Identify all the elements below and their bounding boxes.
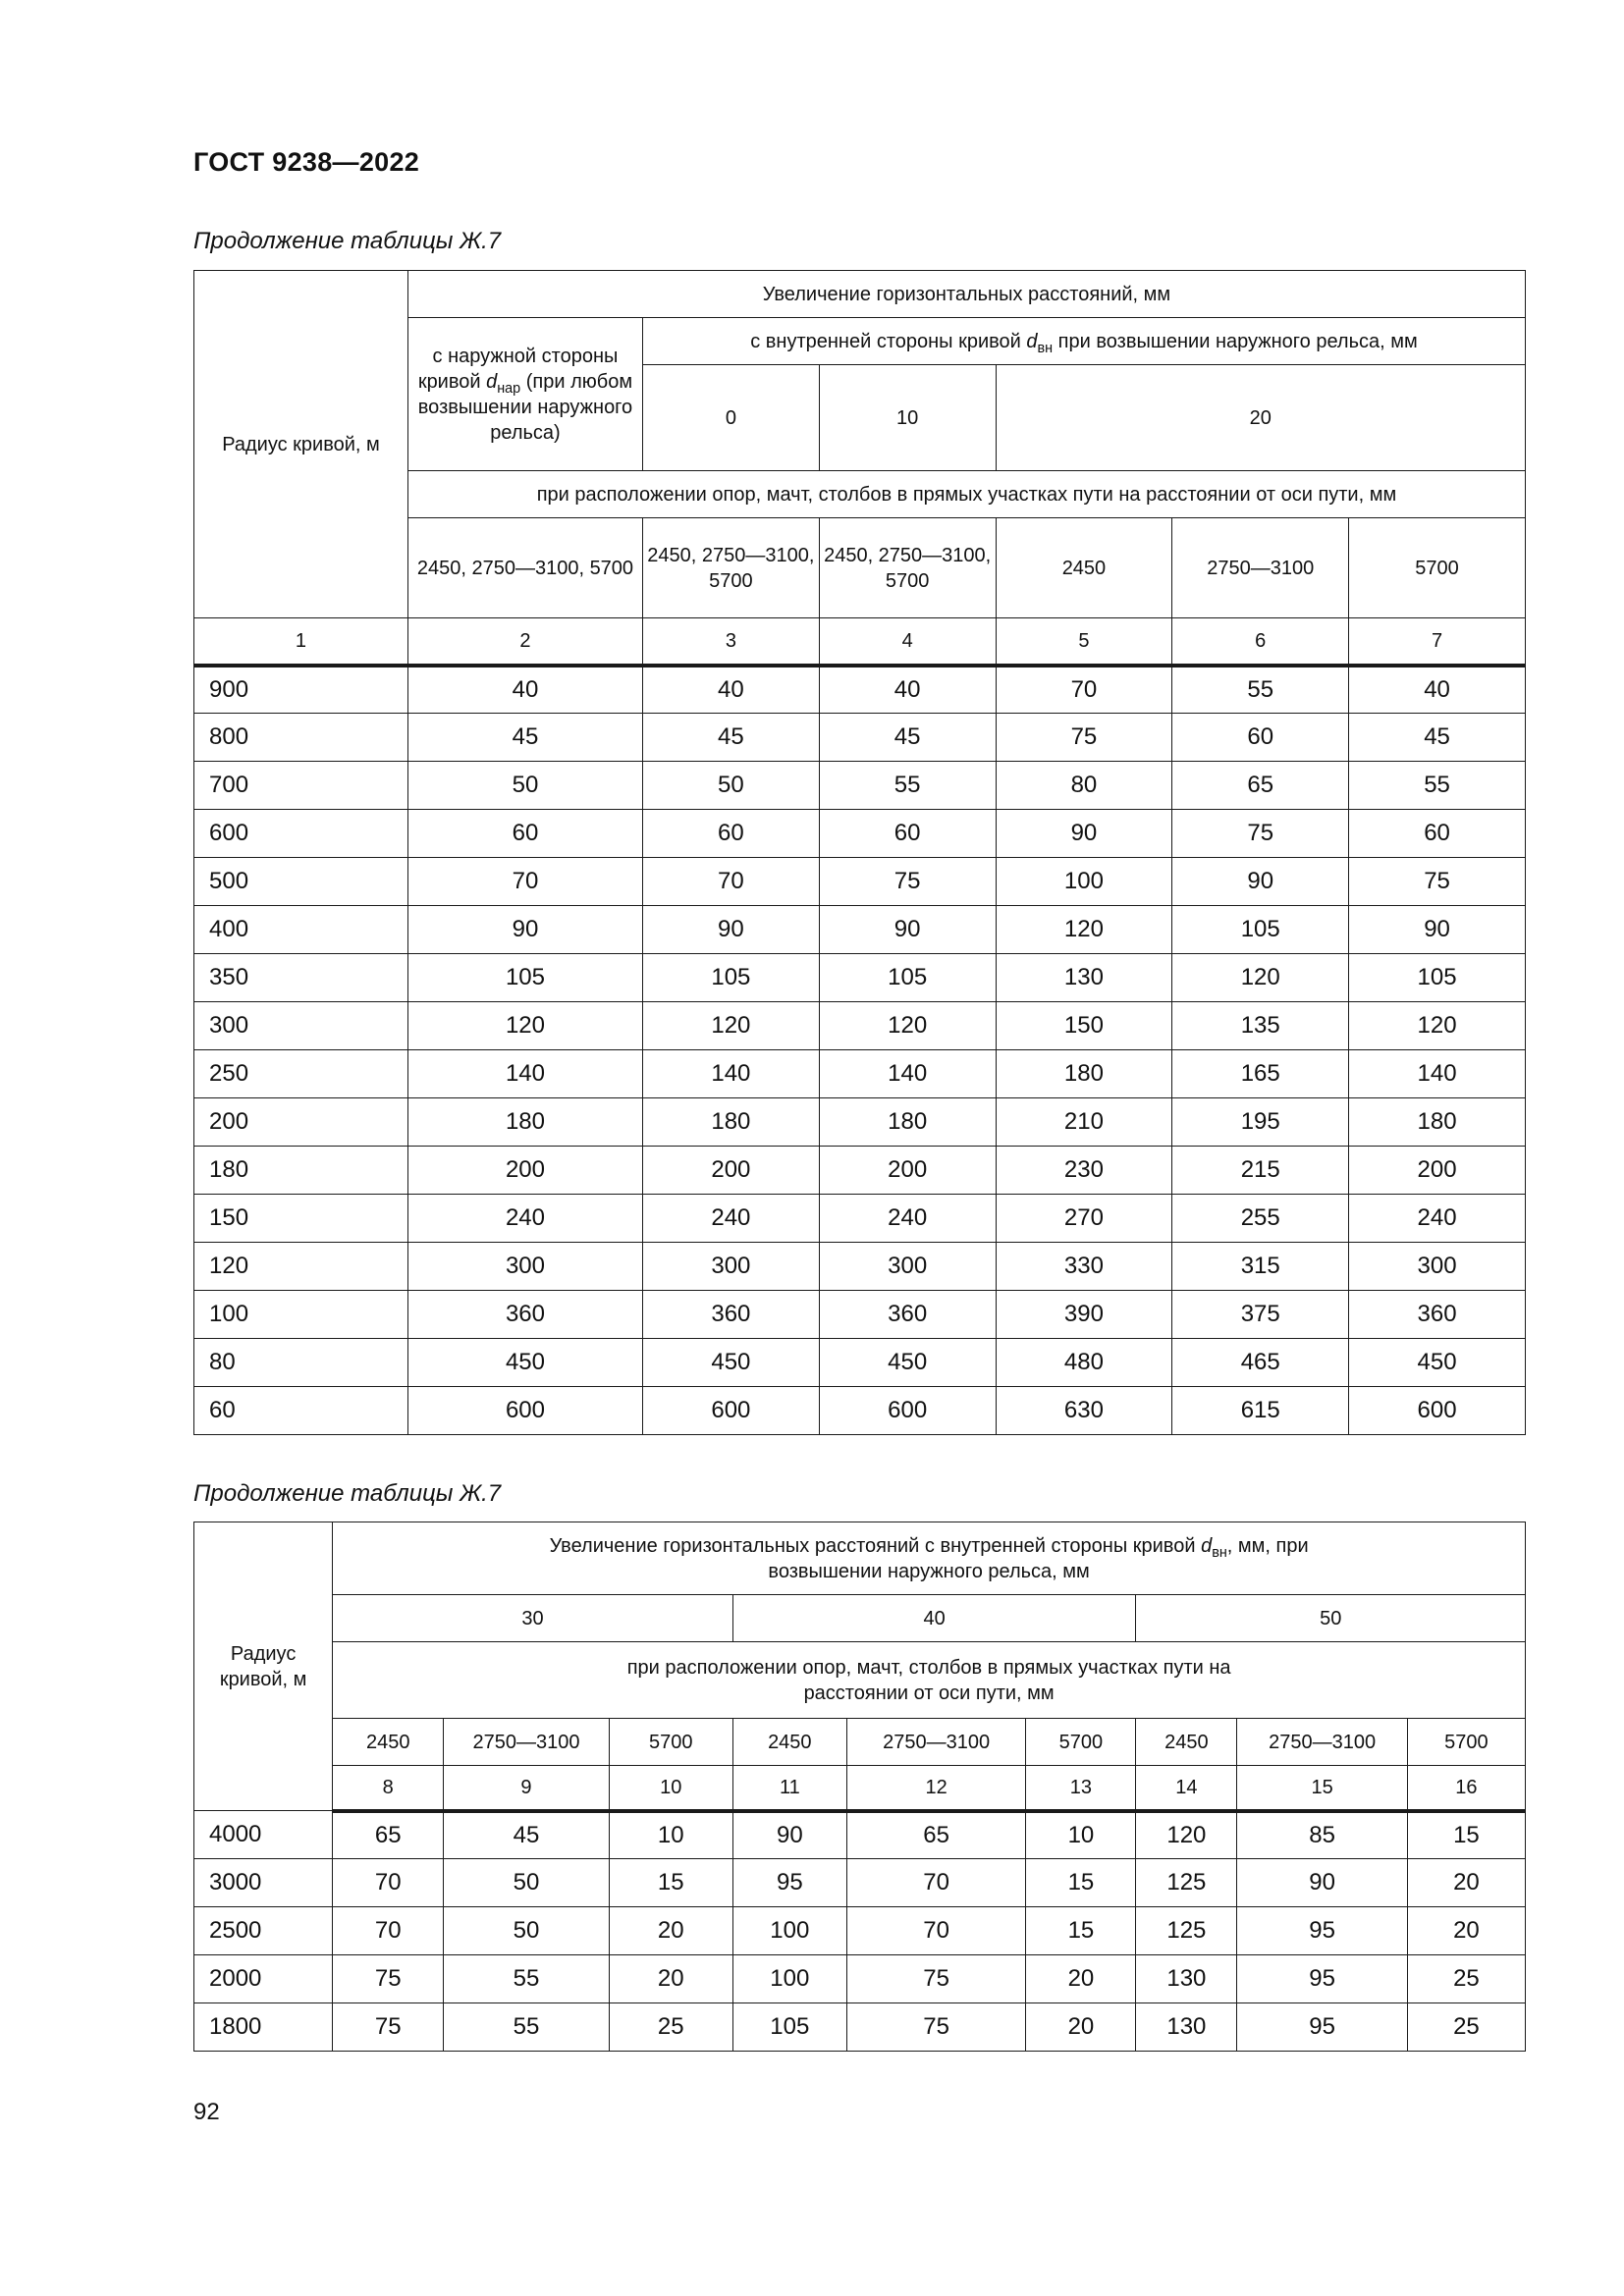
- value-cell: 600: [1349, 1387, 1526, 1435]
- column-number: 4: [819, 618, 996, 666]
- value-cell: 90: [1349, 906, 1526, 954]
- elevation-header: 0: [642, 365, 819, 471]
- value-cell: 80: [996, 762, 1172, 810]
- value-cell: 120: [819, 1002, 996, 1050]
- value-cell: 140: [819, 1050, 996, 1098]
- value-cell: 100: [996, 858, 1172, 906]
- value-cell: 180: [819, 1098, 996, 1147]
- value-cell: 240: [1349, 1195, 1526, 1243]
- value-cell: 450: [819, 1339, 996, 1387]
- table-2-body: [194, 1811, 1526, 2052]
- value-cell: 25: [1407, 1955, 1525, 2003]
- column-number: 7: [1349, 618, 1526, 666]
- value-cell: 55: [444, 1955, 609, 2003]
- value-cell: 90: [1172, 858, 1349, 906]
- table-row: [194, 1811, 1526, 1859]
- value-cell: 120: [642, 1002, 819, 1050]
- value-cell: 600: [642, 1387, 819, 1435]
- table-caption-1: Продолжение таблицы Ж.7: [193, 228, 502, 254]
- elevation-header: 40: [732, 1595, 1136, 1642]
- distance-header: 5700: [1026, 1719, 1136, 1766]
- value-cell: 300: [407, 1243, 642, 1291]
- value-cell: 135: [1172, 1002, 1349, 1050]
- page-number: 92: [193, 2099, 220, 2125]
- value-cell: 55: [1349, 762, 1526, 810]
- value-cell: 70: [642, 858, 819, 906]
- value-cell: 195: [1172, 1098, 1349, 1147]
- table-row: [194, 810, 1526, 858]
- table-row: [194, 906, 1526, 954]
- table-row: [194, 1339, 1526, 1387]
- table-1: [193, 270, 1526, 1435]
- value-cell: 20: [609, 1907, 732, 1955]
- distance-header: 2750—3100: [1237, 1719, 1408, 1766]
- radius-cell: 150: [194, 1195, 408, 1243]
- value-cell: 360: [642, 1291, 819, 1339]
- table-row: [194, 1098, 1526, 1147]
- value-cell: 240: [407, 1195, 642, 1243]
- radius-cell: 2500: [194, 1907, 333, 1955]
- distance-header: 2450: [996, 518, 1172, 618]
- value-cell: 300: [819, 1243, 996, 1291]
- column-number: 16: [1407, 1766, 1525, 1811]
- radius-cell: 80: [194, 1339, 408, 1387]
- radius-cell: 200: [194, 1098, 408, 1147]
- value-cell: 165: [1172, 1050, 1349, 1098]
- value-cell: 215: [1172, 1147, 1349, 1195]
- table-row: [194, 1387, 1526, 1435]
- value-cell: 55: [444, 2003, 609, 2052]
- radius-cell: 500: [194, 858, 408, 906]
- value-cell: 90: [819, 906, 996, 954]
- value-cell: 240: [819, 1195, 996, 1243]
- value-cell: 75: [1172, 810, 1349, 858]
- value-cell: 10: [609, 1811, 732, 1859]
- value-cell: 15: [1407, 1811, 1525, 1859]
- value-cell: 40: [642, 666, 819, 714]
- value-cell: 105: [642, 954, 819, 1002]
- value-cell: 120: [407, 1002, 642, 1050]
- value-cell: 130: [996, 954, 1172, 1002]
- distance-header: 5700: [609, 1719, 732, 1766]
- value-cell: 180: [642, 1098, 819, 1147]
- value-cell: 615: [1172, 1387, 1349, 1435]
- value-cell: 65: [333, 1811, 444, 1859]
- radius-cell: 120: [194, 1243, 408, 1291]
- value-cell: 70: [333, 1859, 444, 1907]
- value-cell: 630: [996, 1387, 1172, 1435]
- table-row: [194, 1859, 1526, 1907]
- value-cell: 300: [642, 1243, 819, 1291]
- outer-side-header: с наружной стороны кривой $d_{нар}$ (при любом возвышении наружного рельса): [407, 318, 642, 471]
- column-number: 9: [444, 1766, 609, 1811]
- table-caption-2: Продолжение таблицы Ж.7: [193, 1480, 502, 1507]
- value-cell: 20: [1026, 1955, 1136, 2003]
- table-row: [194, 1050, 1526, 1098]
- value-cell: 20: [609, 1955, 732, 2003]
- value-cell: 140: [407, 1050, 642, 1098]
- table-row: [194, 1195, 1526, 1243]
- table-row: [194, 1002, 1526, 1050]
- value-cell: 360: [1349, 1291, 1526, 1339]
- table-2: [193, 1522, 1526, 2052]
- table-row: [194, 2003, 1526, 2052]
- table-row: [194, 762, 1526, 810]
- value-cell: 210: [996, 1098, 1172, 1147]
- radius-header: Радиус кривой, м: [194, 271, 408, 618]
- value-cell: 105: [819, 954, 996, 1002]
- value-cell: 20: [1407, 1859, 1525, 1907]
- value-cell: 90: [1237, 1859, 1408, 1907]
- radius-cell: 350: [194, 954, 408, 1002]
- value-cell: 60: [819, 810, 996, 858]
- value-cell: 360: [407, 1291, 642, 1339]
- value-cell: 125: [1136, 1859, 1237, 1907]
- value-cell: 85: [1237, 1811, 1408, 1859]
- value-cell: 240: [642, 1195, 819, 1243]
- inner-side-header: с внутренней стороны кривой $d_{вн}$ при возвышении наружного рельса, мм: [642, 318, 1525, 365]
- value-cell: 200: [407, 1147, 642, 1195]
- radius-cell: 800: [194, 714, 408, 762]
- column-number: 5: [996, 618, 1172, 666]
- value-cell: 25: [609, 2003, 732, 2052]
- value-cell: 105: [1349, 954, 1526, 1002]
- value-cell: 45: [407, 714, 642, 762]
- value-cell: 75: [996, 714, 1172, 762]
- value-cell: 60: [407, 810, 642, 858]
- value-cell: 45: [819, 714, 996, 762]
- column-number: 11: [732, 1766, 846, 1811]
- value-cell: 230: [996, 1147, 1172, 1195]
- value-cell: 75: [846, 2003, 1026, 2052]
- value-cell: 375: [1172, 1291, 1349, 1339]
- distance-header: 2450: [333, 1719, 444, 1766]
- value-cell: 180: [1349, 1098, 1526, 1147]
- radius-cell: 700: [194, 762, 408, 810]
- column-number: 8: [333, 1766, 444, 1811]
- radius-cell: 1800: [194, 2003, 333, 2052]
- placement-header: при расположении опор, мачт, столбов в прямых участках пути на расстоянии от оси пути, мм: [407, 471, 1525, 518]
- value-cell: 180: [996, 1050, 1172, 1098]
- value-cell: 105: [1172, 906, 1349, 954]
- value-cell: 360: [819, 1291, 996, 1339]
- radius-cell: 600: [194, 810, 408, 858]
- table-row: [194, 714, 1526, 762]
- distance-header: 2750—3100: [444, 1719, 609, 1766]
- table-row: [194, 1291, 1526, 1339]
- value-cell: 105: [407, 954, 642, 1002]
- value-cell: 90: [996, 810, 1172, 858]
- value-cell: 600: [407, 1387, 642, 1435]
- radius-cell: 4000: [194, 1811, 333, 1859]
- radius-cell: 3000: [194, 1859, 333, 1907]
- document-title: ГОСТ 9238—2022: [193, 147, 420, 177]
- radius-cell: 300: [194, 1002, 408, 1050]
- value-cell: 95: [1237, 1955, 1408, 2003]
- elevation-header: 10: [819, 365, 996, 471]
- value-cell: 90: [732, 1811, 846, 1859]
- distance-header: 2450: [732, 1719, 846, 1766]
- value-cell: 20: [1407, 1907, 1525, 1955]
- table-row: [194, 1243, 1526, 1291]
- value-cell: 330: [996, 1243, 1172, 1291]
- value-cell: 180: [407, 1098, 642, 1147]
- column-number: 15: [1237, 1766, 1408, 1811]
- value-cell: 70: [996, 666, 1172, 714]
- increase-header: Увеличение горизонтальных расстояний, мм: [407, 271, 1525, 318]
- value-cell: 65: [846, 1811, 1026, 1859]
- value-cell: 25: [1407, 2003, 1525, 2052]
- value-cell: 70: [846, 1907, 1026, 1955]
- distance-header: 2450: [1136, 1719, 1237, 1766]
- table-row: [194, 1907, 1526, 1955]
- value-cell: 140: [1349, 1050, 1526, 1098]
- radius-cell: 180: [194, 1147, 408, 1195]
- value-cell: 120: [1172, 954, 1349, 1002]
- value-cell: 70: [333, 1907, 444, 1955]
- distance-header: 2750—3100: [846, 1719, 1026, 1766]
- table-row: [194, 1955, 1526, 2003]
- table-row: [194, 1147, 1526, 1195]
- value-cell: 55: [819, 762, 996, 810]
- value-cell: 465: [1172, 1339, 1349, 1387]
- value-cell: 60: [642, 810, 819, 858]
- radius-cell: 400: [194, 906, 408, 954]
- column-number: 12: [846, 1766, 1026, 1811]
- value-cell: 150: [996, 1002, 1172, 1050]
- value-cell: 75: [333, 1955, 444, 2003]
- value-cell: 75: [846, 1955, 1026, 2003]
- value-cell: 480: [996, 1339, 1172, 1387]
- value-cell: 65: [1172, 762, 1349, 810]
- value-cell: 100: [732, 1907, 846, 1955]
- value-cell: 270: [996, 1195, 1172, 1243]
- table-1-body: [194, 666, 1526, 1435]
- value-cell: 70: [846, 1859, 1026, 1907]
- elevation-header: 20: [996, 365, 1525, 471]
- column-number: 10: [609, 1766, 732, 1811]
- value-cell: 315: [1172, 1243, 1349, 1291]
- value-cell: 140: [642, 1050, 819, 1098]
- column-number: 13: [1026, 1766, 1136, 1811]
- value-cell: 95: [1237, 1907, 1408, 1955]
- table-row: [194, 954, 1526, 1002]
- value-cell: 20: [1026, 2003, 1136, 2052]
- value-cell: 120: [996, 906, 1172, 954]
- increase-header: Увеличение горизонтальных расстояний с внутренней стороны кривой $d_{вн}$, мм, при возвышении наружного рельса, мм: [333, 1522, 1526, 1595]
- value-cell: 90: [642, 906, 819, 954]
- value-cell: 105: [732, 2003, 846, 2052]
- value-cell: 390: [996, 1291, 1172, 1339]
- value-cell: 40: [1349, 666, 1526, 714]
- value-cell: 45: [444, 1811, 609, 1859]
- value-cell: 90: [407, 906, 642, 954]
- value-cell: 450: [407, 1339, 642, 1387]
- value-cell: 75: [333, 2003, 444, 2052]
- distance-header: 2450, 2750—3100, 5700: [819, 518, 996, 618]
- radius-cell: 100: [194, 1291, 408, 1339]
- value-cell: 120: [1349, 1002, 1526, 1050]
- distance-header: 5700: [1407, 1719, 1525, 1766]
- table-row: [194, 666, 1526, 714]
- value-cell: 40: [819, 666, 996, 714]
- value-cell: 125: [1136, 1907, 1237, 1955]
- table-row: [194, 858, 1526, 906]
- value-cell: 450: [642, 1339, 819, 1387]
- value-cell: 255: [1172, 1195, 1349, 1243]
- radius-cell: 900: [194, 666, 408, 714]
- value-cell: 450: [1349, 1339, 1526, 1387]
- value-cell: 15: [609, 1859, 732, 1907]
- value-cell: 600: [819, 1387, 996, 1435]
- column-number: 14: [1136, 1766, 1237, 1811]
- value-cell: 70: [407, 858, 642, 906]
- value-cell: 15: [1026, 1859, 1136, 1907]
- value-cell: 50: [407, 762, 642, 810]
- distance-header: 2450, 2750—3100, 5700: [642, 518, 819, 618]
- value-cell: 120: [1136, 1811, 1237, 1859]
- value-cell: 40: [407, 666, 642, 714]
- distance-header: 2750—3100: [1172, 518, 1349, 618]
- value-cell: 200: [642, 1147, 819, 1195]
- value-cell: 45: [642, 714, 819, 762]
- value-cell: 130: [1136, 1955, 1237, 2003]
- placement-header: при расположении опор, мачт, столбов в прямых участках пути на расстоянии от оси пути, мм: [333, 1642, 1526, 1719]
- value-cell: 95: [1237, 2003, 1408, 2052]
- value-cell: 100: [732, 1955, 846, 2003]
- value-cell: 75: [1349, 858, 1526, 906]
- value-cell: 130: [1136, 2003, 1237, 2052]
- column-number: 1: [194, 618, 408, 666]
- radius-cell: 250: [194, 1050, 408, 1098]
- radius-cell: 60: [194, 1387, 408, 1435]
- value-cell: 45: [1349, 714, 1526, 762]
- value-cell: 50: [444, 1859, 609, 1907]
- value-cell: 200: [819, 1147, 996, 1195]
- value-cell: 55: [1172, 666, 1349, 714]
- value-cell: 50: [642, 762, 819, 810]
- elevation-header: 30: [333, 1595, 733, 1642]
- distance-header: 2450, 2750—3100, 5700: [407, 518, 642, 618]
- value-cell: 200: [1349, 1147, 1526, 1195]
- distance-header: 5700: [1349, 518, 1526, 618]
- radius-header: Радиус кривой, м: [194, 1522, 333, 1811]
- value-cell: 50: [444, 1907, 609, 1955]
- column-number: 2: [407, 618, 642, 666]
- column-number: 3: [642, 618, 819, 666]
- value-cell: 15: [1026, 1907, 1136, 1955]
- column-number: 6: [1172, 618, 1349, 666]
- value-cell: 75: [819, 858, 996, 906]
- radius-cell: 2000: [194, 1955, 333, 2003]
- value-cell: 60: [1349, 810, 1526, 858]
- elevation-header: 50: [1136, 1595, 1526, 1642]
- value-cell: 10: [1026, 1811, 1136, 1859]
- value-cell: 95: [732, 1859, 846, 1907]
- value-cell: 300: [1349, 1243, 1526, 1291]
- value-cell: 60: [1172, 714, 1349, 762]
